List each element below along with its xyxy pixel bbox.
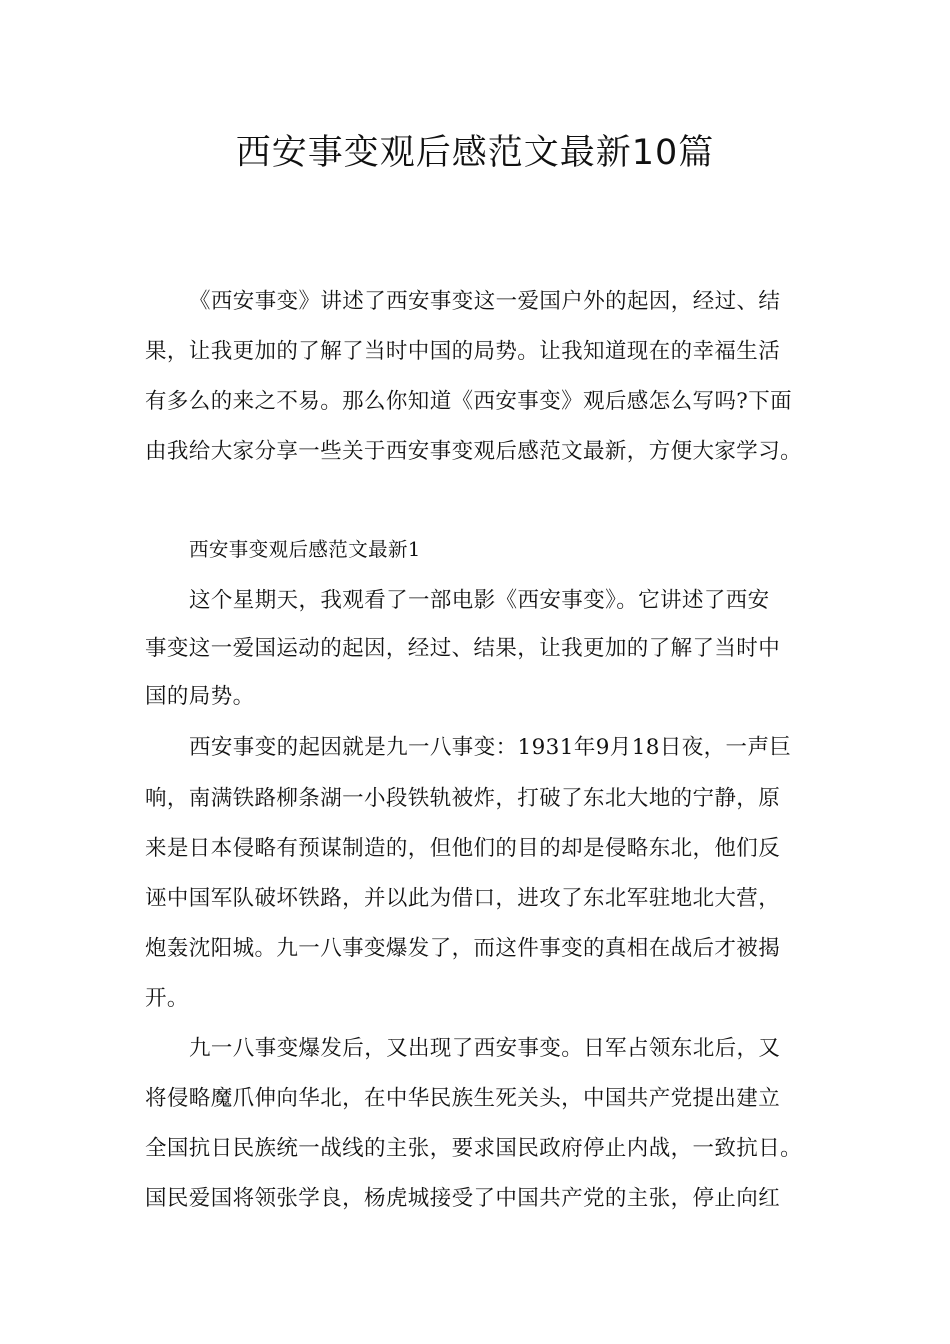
intro-line: 有多么的来之不易。那么你知道《西安事变》观后感怎么写吗?下面 [145, 389, 793, 414]
paragraph-line: 九一八事变爆发后，又出现了西安事变。日军占领东北后，又 [189, 1036, 781, 1061]
paragraph-line: 国的局势。 [145, 684, 255, 709]
intro-line: 《西安事变》讲述了西安事变这一爱国户外的起因，经过、结 [189, 289, 781, 314]
paragraph-line: 响，南满铁路柳条湖一小段铁轨被炸，打破了东北大地的宁静，原 [145, 786, 781, 811]
paragraph-line: 炮轰沈阳城。九一八事变爆发了，而这件事变的真相在战后才被揭 [145, 936, 781, 961]
paragraph-line: 国民爱国将领张学良，杨虎城接受了中国共产党的主张，停止向红 [145, 1186, 781, 1211]
paragraph-line: 来是日本侵略有预谋制造的，但他们的目的却是侵略东北，他们反 [145, 836, 781, 861]
document-title: 西安事变观后感范文最新10篇 [235, 133, 715, 173]
paragraph-line: 西安事变的起因就是九一八事变：1931年9月18日夜，一声巨 [189, 735, 792, 760]
paragraph-line: 诬中国军队破坏铁路，并以此为借口，进攻了东北军驻地北大营， [145, 886, 781, 911]
paragraph-line: 开。 [145, 986, 189, 1011]
paragraph-line: 全国抗日民族统一战线的主张，要求国民政府停止内战，一致抗日。 [145, 1136, 803, 1161]
paragraph-line: 这个星期天，我观看了一部电影《西安事变》。它讲述了西安 [189, 588, 770, 613]
section-heading: 西安事变观后感范文最新1 [189, 538, 421, 561]
intro-line: 由我给大家分享一些关于西安事变观后感范文最新，方便大家学习。 [145, 439, 803, 464]
paragraph-line: 将侵略魔爪伸向华北，在中华民族生死关头，中国共产党提出建立 [145, 1086, 781, 1111]
intro-line: 果，让我更加的了解了当时中国的局势。让我知道现在的幸福生活 [145, 339, 781, 364]
paragraph-line: 事变这一爱国运动的起因，经过、结果，让我更加的了解了当时中 [145, 636, 781, 661]
